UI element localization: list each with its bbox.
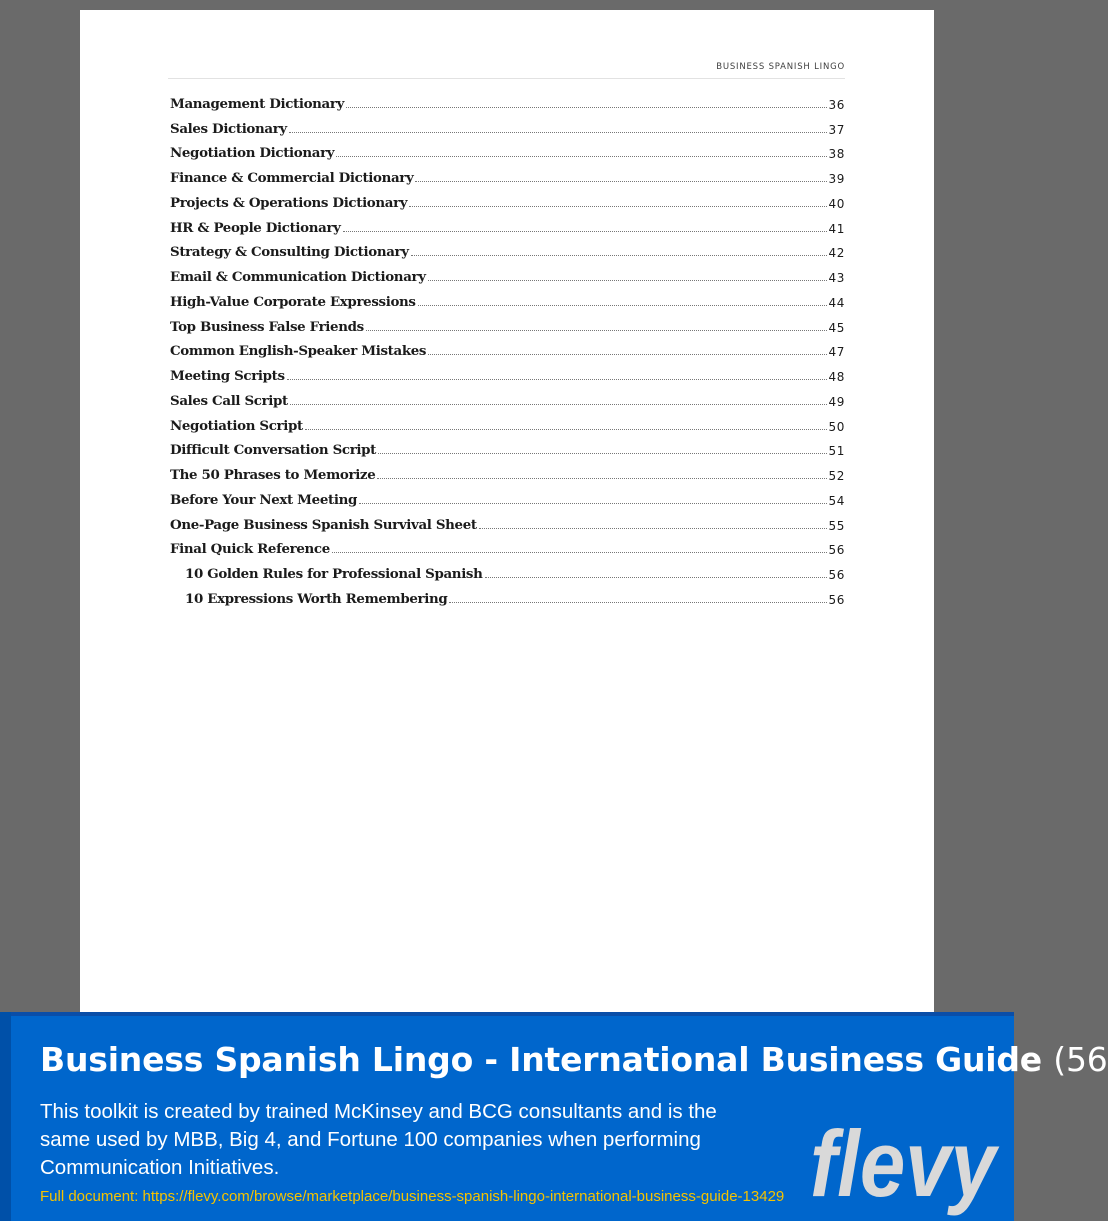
toc-page-number: 45 (828, 320, 845, 335)
toc-entry-title: High-Value Corporate Expressions (170, 293, 416, 310)
toc-dot-leader (377, 477, 826, 479)
toc-entry-title: The 50 Phrases to Memorize (170, 467, 376, 483)
banner-description: This toolkit is created by trained McKinsey and BCG consultants and is the same used by MBB, Big 4, and Fortune 100 companies when performing Communication Initiatives. (40, 1100, 717, 1179)
toc-entry[interactable] (170, 87, 845, 112)
toc-entry[interactable] (170, 211, 845, 236)
full-document-link[interactable]: Full document: https://flevy.com/browse/marketplace/business-spanish-lingo-international-business-guide-13429 (40, 1188, 785, 1205)
toc-dot-leader (428, 353, 826, 355)
toc-entry[interactable] (170, 458, 845, 483)
toc-page-number: 54 (828, 493, 845, 508)
toc-entry[interactable] (170, 161, 845, 186)
toc-entry[interactable] (170, 335, 845, 360)
toc-entry-title: Final Quick Reference (170, 541, 330, 558)
flevy-logo-text: flevy (810, 1111, 1001, 1216)
toc-entry-title: Email & Communication Dictionary (170, 269, 426, 285)
banner-title (40, 1040, 1108, 1079)
toc-entry[interactable] (170, 533, 845, 558)
toc-page-number: 42 (828, 246, 845, 261)
toc-page-number: 37 (828, 122, 845, 137)
toc-page-number: 36 (828, 97, 845, 112)
toc-entry[interactable] (170, 112, 845, 137)
toc-entry[interactable] (170, 359, 845, 384)
toc-dot-leader (332, 551, 827, 553)
table-of-contents (170, 87, 845, 607)
banner-title-count: (56 (1053, 1040, 1108, 1079)
toc-entry-title: Meeting Scripts (170, 368, 285, 384)
toc-entry[interactable] (170, 409, 845, 434)
toc-entry-title: Common English-Speaker Mistakes (170, 343, 427, 360)
toc-entry-title: 10 Golden Rules for Professional Spanish (185, 566, 483, 582)
toc-entry[interactable] (170, 508, 845, 533)
toc-entry-title: Finance & Commercial Dictionary (170, 170, 414, 186)
toc-page-number: 48 (828, 370, 845, 384)
toc-page-number: 56 (828, 592, 845, 607)
flevy-logo[interactable] (806, 1108, 1002, 1216)
toc-entry[interactable] (170, 434, 845, 459)
toc-entry-title: 10 Expressions Worth Remembering (185, 590, 448, 607)
toc-dot-leader (305, 428, 827, 430)
toc-page-number: 52 (828, 469, 845, 483)
toc-page-number: 39 (828, 172, 845, 186)
toc-entry[interactable] (170, 384, 845, 409)
toc-entry[interactable] (170, 285, 845, 310)
toc-entry[interactable] (170, 236, 845, 261)
toc-dot-leader (287, 378, 827, 380)
toc-entry-title: Sales Dictionary (170, 120, 287, 137)
toc-entry-title: Sales Call Script (170, 392, 288, 409)
toc-dot-leader (359, 502, 827, 504)
toc-entry-title: Negotiation Dictionary (170, 145, 335, 162)
toc-page-number: 44 (828, 295, 845, 310)
toc-entry-title: Negotiation Script (170, 417, 303, 434)
toc-entry-title: Projects & Operations Dictionary (170, 194, 408, 211)
toc-dot-leader (449, 601, 826, 603)
toc-dot-leader (428, 279, 827, 281)
toc-dot-leader (415, 180, 826, 182)
toc-page-number: 43 (828, 271, 845, 285)
toc-dot-leader (485, 576, 827, 578)
toc-entry[interactable] (170, 137, 845, 162)
running-header: BUSINESS SPANISH LINGO (716, 62, 845, 72)
toc-page-number: 56 (828, 568, 845, 582)
toc-entry[interactable] (170, 186, 845, 211)
toc-dot-leader (346, 106, 826, 108)
toc-entry[interactable] (170, 582, 845, 607)
toc-entry[interactable] (170, 483, 845, 508)
toc-entry-title: One-Page Business Spanish Survival Sheet (170, 516, 477, 533)
toc-page-number: 49 (828, 394, 845, 409)
header-rule (168, 78, 845, 79)
toc-dot-leader (479, 527, 827, 529)
promo-banner (0, 1012, 1108, 1221)
toc-dot-leader (336, 155, 826, 157)
toc-page-number: 38 (828, 147, 845, 162)
toc-page-number: 41 (828, 221, 845, 236)
toc-entry-title: Difficult Conversation Script (170, 442, 376, 459)
toc-entry[interactable] (170, 557, 845, 582)
toc-page-number: 51 (828, 444, 845, 459)
toc-page-number: 56 (828, 543, 845, 558)
toc-page-number: 50 (828, 419, 845, 434)
toc-page-number: 40 (828, 196, 845, 211)
banner-edge (0, 1012, 11, 1221)
toc-entry-title: HR & People Dictionary (170, 219, 341, 236)
toc-entry-title: Before Your Next Meeting (170, 491, 357, 508)
toc-dot-leader (411, 254, 827, 256)
toc-dot-leader (418, 304, 827, 306)
toc-entry[interactable] (170, 260, 845, 285)
toc-entry-title: Management Dictionary (170, 95, 345, 112)
toc-entry-title: Strategy & Consulting Dictionary (170, 244, 409, 261)
banner-title-text: Business Spanish Lingo - International Business Guide (40, 1040, 1042, 1079)
document-page (80, 10, 934, 1020)
toc-page-number: 47 (828, 345, 845, 360)
toc-dot-leader (366, 329, 827, 331)
toc-page-number: 55 (828, 518, 845, 533)
toc-dot-leader (378, 452, 827, 454)
toc-dot-leader (290, 403, 827, 405)
toc-dot-leader (289, 131, 827, 133)
toc-entry-title: Top Business False Friends (170, 318, 364, 335)
toc-dot-leader (343, 230, 827, 232)
banner-top-line (0, 1012, 1014, 1016)
toc-dot-leader (409, 205, 826, 207)
toc-entry[interactable] (170, 310, 845, 335)
